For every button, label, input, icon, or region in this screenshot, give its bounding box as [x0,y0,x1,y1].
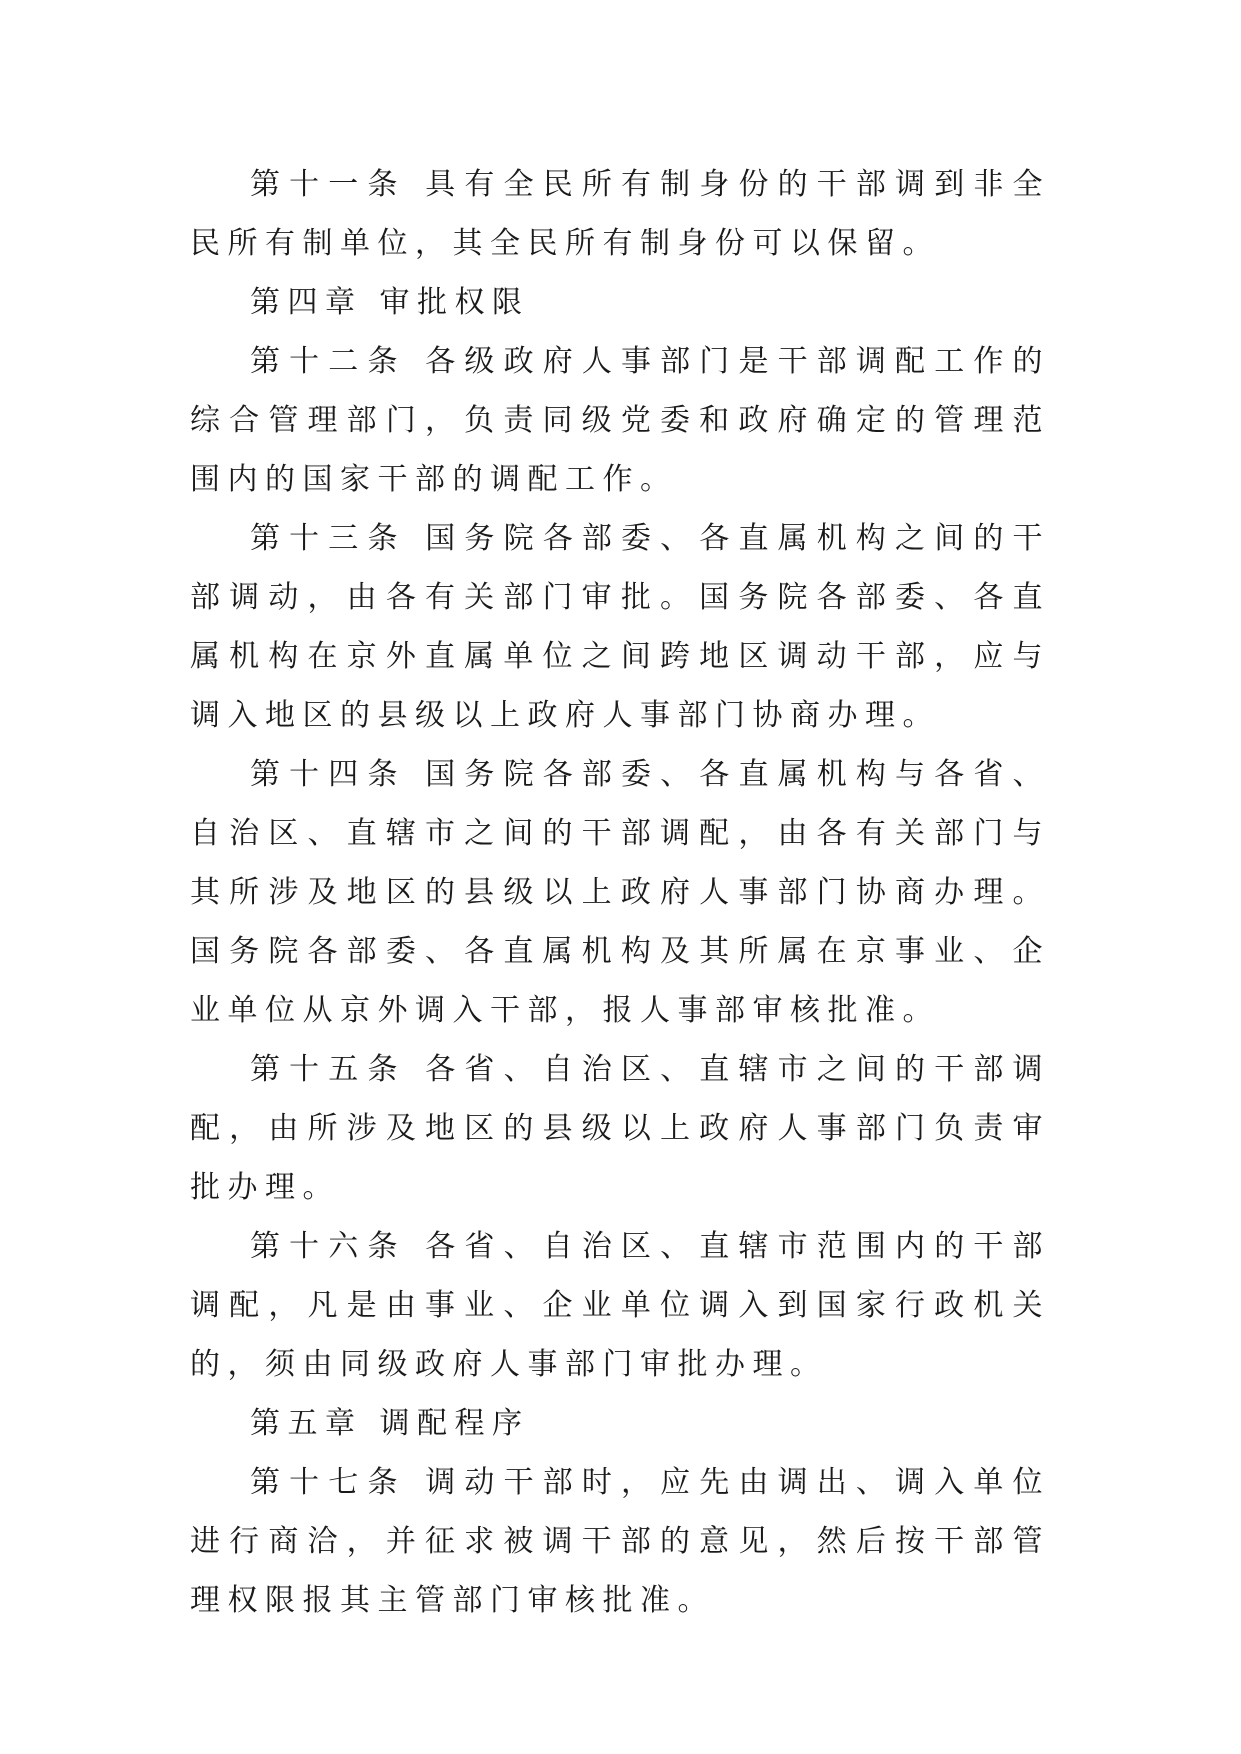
article-15: 第十五条 各省、自治区、直辖市之间的干部调配，由所涉及地区的县级以上政府人事部门负责审批办理。 [190,1052,1050,1205]
document-body [190,155,1050,1630]
article-11: 第十一条 具有全民所有制身份的干部调到非全民所有制单位，其全民所有制身份可以保留。 [190,167,1050,261]
article-17: 第十七条 调动干部时，应先由调出、调入单位进行商洽，并征求被调干部的意见，然后按干部管理权限报其主管部门审核批准。 [190,1465,1050,1618]
chapter-5-heading: 第五章 调配程序 [250,1406,530,1441]
article-16: 第十六条 各省、自治区、直辖市范围内的干部调配，凡是由事业、企业单位调入到国家行政机关的，须由同级政府人事部门审批办理。 [190,1229,1050,1382]
article-13: 第十三条 国务院各部委、各直属机构之间的干部调动，由各有关部门审批。国务院各部委、各直属机构在京外直属单位之间跨地区调动干部，应与调入地区的县级以上政府人事部门协商办理。 [190,521,1050,733]
article-14: 第十四条 国务院各部委、各直属机构与各省、自治区、直辖市之间的干部调配，由各有关部门与其所涉及地区的县级以上政府人事部门协商办理。国务院各部委、各直属机构及其所属在京事业、企业单位从京外调入干部，报人事部审核批准。 [190,757,1050,1028]
article-12: 第十二条 各级政府人事部门是干部调配工作的综合管理部门，负责同级党委和政府确定的管理范围内的国家干部的调配工作。 [190,344,1050,497]
chapter-4-heading: 第四章 审批权限 [250,285,530,320]
